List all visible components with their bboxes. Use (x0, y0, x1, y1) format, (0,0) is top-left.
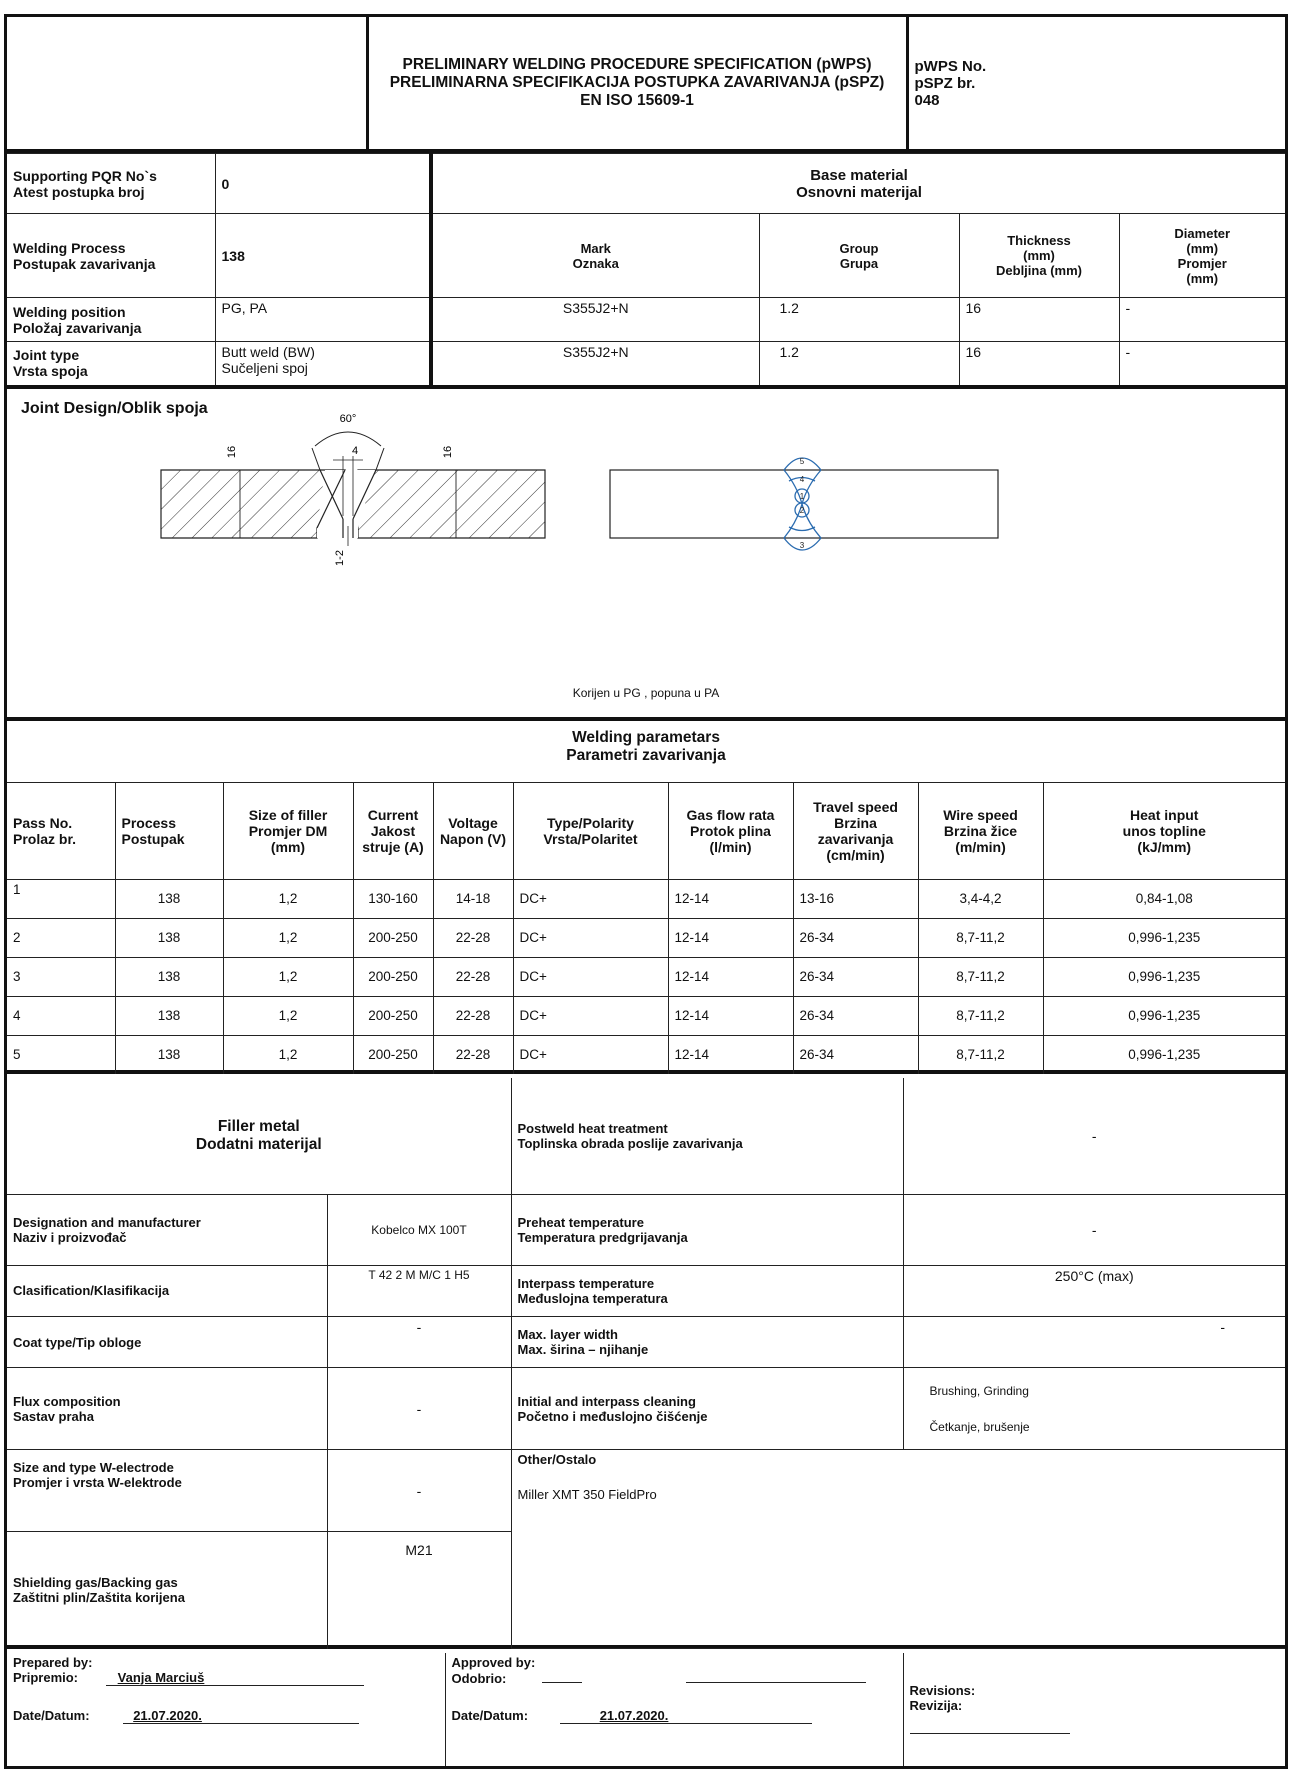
param-cell-current: 130-160 (353, 879, 433, 918)
col-heat-hr: unos topline (1122, 822, 1206, 839)
interpass-label (511, 1265, 903, 1316)
col-process (115, 783, 223, 879)
col-gas-flow (668, 783, 793, 879)
pass-label-3: 3 (799, 541, 805, 550)
col-current-en: Current (367, 806, 419, 823)
pqr-label (7, 154, 215, 214)
approved-name-line-1 (542, 1670, 582, 1683)
joint-value-en: Butt weld (BW) (221, 344, 315, 360)
approved-label-en: Approved by: (451, 1655, 536, 1670)
pqr-label-en: Supporting PQR No`s (13, 167, 157, 184)
position-value: PG, PA (215, 298, 431, 342)
wps-label-en: pWPS No. (914, 57, 987, 75)
document-title (367, 17, 907, 151)
param-cell-polarity: DC+ (513, 918, 668, 957)
material-1-mark: S355J2+N (431, 298, 759, 342)
pwht-value: - (903, 1078, 1285, 1195)
prepared-date-row (13, 1708, 439, 1724)
thickness-en: Thickness (1007, 233, 1071, 248)
interpass-label-en: Interpass temperature (517, 1275, 655, 1291)
param-cell-polarity: DC+ (513, 957, 668, 996)
mark-en: Mark (580, 240, 611, 256)
root-label: 1-2 (334, 550, 346, 566)
param-cell-travel-speed: 26-34 (793, 1035, 918, 1074)
col-current (353, 783, 433, 879)
col-voltage-hr: Napon (V) (439, 830, 507, 847)
material-2-thickness: 16 (959, 342, 1119, 387)
wps-document (4, 14, 1288, 1769)
welding-params-section (7, 725, 1285, 1074)
group-hr: Grupa (839, 255, 879, 271)
pwht-label (511, 1078, 903, 1195)
pass-label-1: 1 (799, 492, 805, 501)
diameter-hr: Promjer (1177, 255, 1227, 271)
cleaning-label (511, 1368, 903, 1450)
material-1-diameter: - (1119, 298, 1285, 342)
title-line-2: PRELIMINARNA SPECIFIKACIJA POSTUPKA ZAVARIVANJA (pSPZ) (389, 74, 885, 91)
param-cell-wire-speed: 8,7-11,2 (918, 918, 1043, 957)
joint-value-hr: Sučeljeni spoj (221, 360, 308, 376)
col-gas-hr: Protok plina (690, 822, 771, 839)
electrode-label-en: Size and type W-electrode (13, 1460, 174, 1476)
angle-label: 60° (339, 413, 357, 425)
param-cell-polarity: DC+ (513, 879, 668, 918)
col-pass-hr: Prolaz br. (13, 830, 77, 847)
param-cell-gas-flow: 12-14 (668, 879, 793, 918)
col-process-hr: Postupak (121, 830, 185, 847)
joint-drawing (7, 386, 1285, 716)
prepared-label-en: Prepared by: (13, 1655, 93, 1670)
gas-label-en: Shielding gas/Backing gas (13, 1575, 178, 1591)
params-rows (7, 879, 1285, 1074)
filler-title-hr: Dodatni materijal (195, 1136, 322, 1154)
param-cell-heat-input: 0,996-1,235 (1043, 1035, 1285, 1074)
layer-width-label-en: Max. layer width (517, 1327, 618, 1343)
joint-design-section (7, 386, 1285, 721)
col-polarity (513, 783, 668, 879)
wps-number-cell (907, 17, 1285, 151)
filler-title (7, 1078, 511, 1195)
process-value: 138 (215, 214, 431, 298)
col-wire-unit: (m/min) (955, 838, 1006, 855)
param-cell-polarity: DC+ (513, 996, 668, 1035)
wps-label-hr: pSPZ br. (914, 74, 976, 92)
layer-width-value: - (903, 1316, 1285, 1367)
param-row (7, 918, 1285, 957)
col-current-unit: struje (A) (362, 838, 424, 855)
param-cell-gas-flow: 12-14 (668, 1035, 793, 1074)
col-travel-hr-2: zavarivanja (817, 830, 894, 847)
revisions-label-hr: Revizija: (909, 1697, 963, 1713)
joint-label-hr: Vrsta spoja (13, 363, 88, 380)
param-cell-current: 200-250 (353, 918, 433, 957)
other-cell (511, 1450, 1285, 1649)
col-polarity-hr: Vrsta/Polaritet (543, 830, 638, 847)
preheat-label (511, 1195, 903, 1265)
signature-section (7, 1653, 1285, 1766)
param-cell-pass: 1 (7, 879, 115, 918)
param-cell-gas-flow: 12-14 (668, 957, 793, 996)
col-filler-hr: Promjer DM (248, 822, 328, 839)
process-label-hr: Postupak zavarivanja (13, 255, 156, 272)
param-cell-polarity: DC+ (513, 1035, 668, 1074)
cleaning-value (903, 1368, 1285, 1450)
angle-arc (315, 432, 381, 446)
params-title (7, 725, 1285, 783)
param-cell-voltage: 22-28 (433, 957, 513, 996)
param-cell-wire-speed: 8,7-11,2 (918, 957, 1043, 996)
logo-area (7, 17, 367, 151)
param-cell-pass: 5 (7, 1035, 115, 1074)
pqr-label-hr: Atest postupka broj (13, 183, 145, 200)
approved-name-line-2 (686, 1670, 866, 1683)
col-wire-en: Wire speed (943, 806, 1018, 823)
cleaning-label-en: Initial and interpass cleaning (517, 1393, 696, 1409)
param-row (7, 879, 1285, 918)
col-wire-speed (918, 783, 1043, 879)
flux-label-en: Flux composition (13, 1393, 121, 1409)
prepared-label-hr: Pripremio: (13, 1670, 79, 1685)
param-cell-heat-input: 0,996-1,235 (1043, 996, 1285, 1035)
param-cell-travel-speed: 26-34 (793, 918, 918, 957)
group-en: Group (839, 240, 879, 256)
pwht-label-en: Postweld heat treatment (517, 1121, 668, 1137)
param-cell-current: 200-250 (353, 1035, 433, 1074)
preheat-label-hr: Temperatura predgrijavanja (517, 1229, 688, 1245)
pqr-value: 0 (215, 154, 431, 214)
param-cell-process: 138 (115, 996, 223, 1035)
param-cell-heat-input: 0,996-1,235 (1043, 918, 1285, 957)
param-cell-gas-flow: 12-14 (668, 918, 793, 957)
param-cell-current: 200-250 (353, 996, 433, 1035)
diameter-header (1119, 214, 1285, 298)
param-cell-process: 138 (115, 1035, 223, 1074)
thickness-unit: (mm) (1023, 248, 1055, 263)
pass-label-4: 4 (799, 475, 805, 484)
col-filler-en: Size of filler (248, 806, 328, 823)
designation-label (7, 1195, 327, 1265)
param-cell-filler-size: 1,2 (223, 879, 353, 918)
joint-design-title: Joint Design/Oblik spoja (21, 400, 208, 417)
col-filler-unit: (mm) (270, 838, 306, 855)
mark-header (431, 214, 759, 298)
diameter-en: Diameter (1174, 225, 1231, 241)
cleaning-label-hr: Početno i međuslojno čišćenje (517, 1408, 708, 1424)
preheat-value: - (903, 1195, 1285, 1265)
param-cell-current: 200-250 (353, 957, 433, 996)
col-travel-en: Travel speed (813, 798, 898, 815)
col-filler-size (223, 783, 353, 879)
weld-passes (784, 458, 821, 550)
param-cell-process: 138 (115, 918, 223, 957)
prepared-date: 21.07.2020. (123, 1708, 359, 1724)
coat-label: Coat type/Tip obloge (7, 1316, 327, 1367)
prepared-cell (7, 1653, 445, 1766)
col-gas-unit: (l/min) (709, 838, 752, 855)
prepared-date-label: Date/Datum: (13, 1708, 90, 1723)
process-label (7, 214, 215, 298)
thickness-header (959, 214, 1119, 298)
material-1-thickness: 16 (959, 298, 1119, 342)
col-gas-en: Gas flow rata (686, 806, 775, 823)
position-label-en: Welding position (13, 303, 126, 320)
approved-cell (445, 1653, 903, 1766)
col-travel-hr-1: Brzina (834, 814, 877, 831)
prepared-row (13, 1670, 439, 1686)
revisions-line (910, 1733, 1070, 1734)
col-voltage-en: Voltage (448, 814, 498, 831)
classification-value: T 42 2 M M/C 1 H5 (327, 1265, 511, 1316)
param-cell-wire-speed: 3,4-4,2 (918, 879, 1043, 918)
base-material-en: Base material (810, 166, 908, 184)
joint-label-en: Joint type (13, 347, 80, 364)
param-cell-voltage: 22-28 (433, 918, 513, 957)
param-row (7, 1035, 1285, 1074)
param-row (7, 996, 1285, 1035)
param-cell-wire-speed: 8,7-11,2 (918, 996, 1043, 1035)
layer-width-label-hr: Max. širina – njihanje (517, 1342, 649, 1358)
position-label (7, 298, 215, 342)
approved-row (452, 1670, 897, 1686)
header-section (7, 17, 1285, 153)
pass-label-2: 2 (799, 506, 805, 515)
col-pass-en: Pass No. (13, 814, 73, 831)
approved-date: 21.07.2020. (560, 1708, 812, 1724)
general-info-section (7, 153, 1285, 386)
group-header (759, 214, 959, 298)
param-cell-pass: 2 (7, 918, 115, 957)
col-heat-input (1043, 783, 1285, 879)
joint-value (215, 342, 431, 387)
other-value: Miller XMT 350 FieldPro (517, 1487, 657, 1503)
param-cell-pass: 3 (7, 957, 115, 996)
material-2-group: 1.2 (759, 342, 959, 387)
material-1-group: 1.2 (759, 298, 959, 342)
approved-date-row (452, 1708, 897, 1724)
interpass-label-hr: Međuslojna temperatura (517, 1290, 668, 1306)
revisions-cell (903, 1653, 1285, 1766)
pwht-label-hr: Toplinska obrada poslije zavarivanja (517, 1136, 743, 1152)
col-wire-hr: Brzina žice (943, 822, 1018, 839)
electrode-value: - (327, 1450, 511, 1532)
approved-date-label: Date/Datum: (451, 1708, 529, 1723)
param-cell-travel-speed: 26-34 (793, 957, 918, 996)
col-current-hr: Jakost (370, 822, 416, 839)
joint-note: Korijen u PG , popuna u PA (572, 686, 720, 700)
classification-label: Clasification/Klasifikacija (7, 1265, 327, 1316)
wps-number: 048 (914, 91, 940, 109)
material-2-mark: S355J2+N (431, 342, 759, 387)
param-cell-filler-size: 1,2 (223, 996, 353, 1035)
prepared-name: Vanja Marciuš (106, 1670, 364, 1686)
col-heat-en: Heat input (1130, 806, 1199, 823)
col-travel-unit: (cm/min) (826, 846, 885, 863)
param-cell-filler-size: 1,2 (223, 1035, 353, 1074)
param-cell-gas-flow: 12-14 (668, 996, 793, 1035)
gas-value: M21 (327, 1532, 511, 1649)
revisions-label-en: Revisions: (909, 1682, 976, 1698)
position-label-hr: Položaj zavarivanja (13, 319, 142, 336)
pass-label-5: 5 (799, 457, 805, 466)
param-cell-filler-size: 1,2 (223, 918, 353, 957)
material-2-diameter: - (1119, 342, 1285, 387)
other-label: Other/Ostalo (517, 1452, 597, 1468)
param-cell-voltage: 14-18 (433, 879, 513, 918)
flux-value: - (327, 1368, 511, 1450)
title-line-1: PRELIMINARY WELDING PROCEDURE SPECIFICATION (pWPS) (402, 56, 872, 73)
layer-width-label (511, 1316, 903, 1367)
col-voltage (433, 783, 513, 879)
param-cell-filler-size: 1,2 (223, 957, 353, 996)
electrode-label-hr: Promjer i vrsta W-elektrode (13, 1475, 182, 1491)
designation-label-hr: Naziv i proizvođač (13, 1229, 127, 1245)
flux-label-hr: Sastav praha (13, 1408, 94, 1424)
param-cell-wire-speed: 8,7-11,2 (918, 1035, 1043, 1074)
process-label-en: Welding Process (13, 239, 126, 256)
col-pass (7, 783, 115, 879)
base-material-header (431, 154, 1285, 214)
right-plate (358, 470, 545, 538)
param-cell-heat-input: 0,996-1,235 (1043, 957, 1285, 996)
thickness-hr: Debljina (mm) (996, 263, 1082, 278)
params-title-hr: Parametri zavarivanja (566, 747, 726, 764)
param-cell-travel-speed: 26-34 (793, 996, 918, 1035)
flux-label (7, 1368, 327, 1450)
gas-label (7, 1532, 327, 1649)
designation-value: Kobelco MX 100T (327, 1195, 511, 1265)
thickness-left-label: 16 (226, 445, 238, 459)
gap-label: 4 (351, 445, 359, 457)
thickness-right-label: 16 (442, 445, 454, 459)
diameter-unit-2: (mm) (1186, 270, 1219, 286)
designation-label-en: Designation and manufacturer (13, 1214, 201, 1230)
interpass-value: 250°C (max) (903, 1265, 1285, 1316)
title-line-3: EN ISO 15609-1 (580, 92, 694, 109)
cleaning-value-hr: Četkanje, brušenje (929, 1419, 1030, 1434)
param-cell-voltage: 22-28 (433, 996, 513, 1035)
approved-label-hr: Odobrio: (451, 1671, 507, 1686)
filler-section (7, 1078, 1285, 1649)
mark-hr: Oznaka (572, 255, 619, 271)
joint-label (7, 342, 215, 387)
param-cell-process: 138 (115, 879, 223, 918)
col-heat-unit: (kJ/mm) (1137, 838, 1192, 855)
base-material-hr: Osnovni materijal (796, 183, 922, 201)
param-row (7, 957, 1285, 996)
param-cell-voltage: 22-28 (433, 1035, 513, 1074)
electrode-label (7, 1450, 327, 1532)
param-cell-travel-speed: 13-16 (793, 879, 918, 918)
gas-label-hr: Zaštitni plin/Zaštita korijena (13, 1590, 185, 1606)
col-travel-speed (793, 783, 918, 879)
coat-value: - (327, 1316, 511, 1367)
params-title-en: Welding parametars (572, 729, 720, 746)
diameter-unit: (mm) (1186, 240, 1219, 256)
filler-title-en: Filler metal (217, 1118, 300, 1136)
col-polarity-en: Type/Polarity (547, 814, 634, 831)
col-process-en: Process (121, 814, 176, 831)
param-cell-process: 138 (115, 957, 223, 996)
param-cell-pass: 4 (7, 996, 115, 1035)
preheat-label-en: Preheat temperature (517, 1214, 644, 1230)
param-cell-heat-input: 0,84-1,08 (1043, 879, 1285, 918)
params-header-row (7, 783, 1285, 879)
cleaning-value-en: Brushing, Grinding (929, 1383, 1029, 1398)
